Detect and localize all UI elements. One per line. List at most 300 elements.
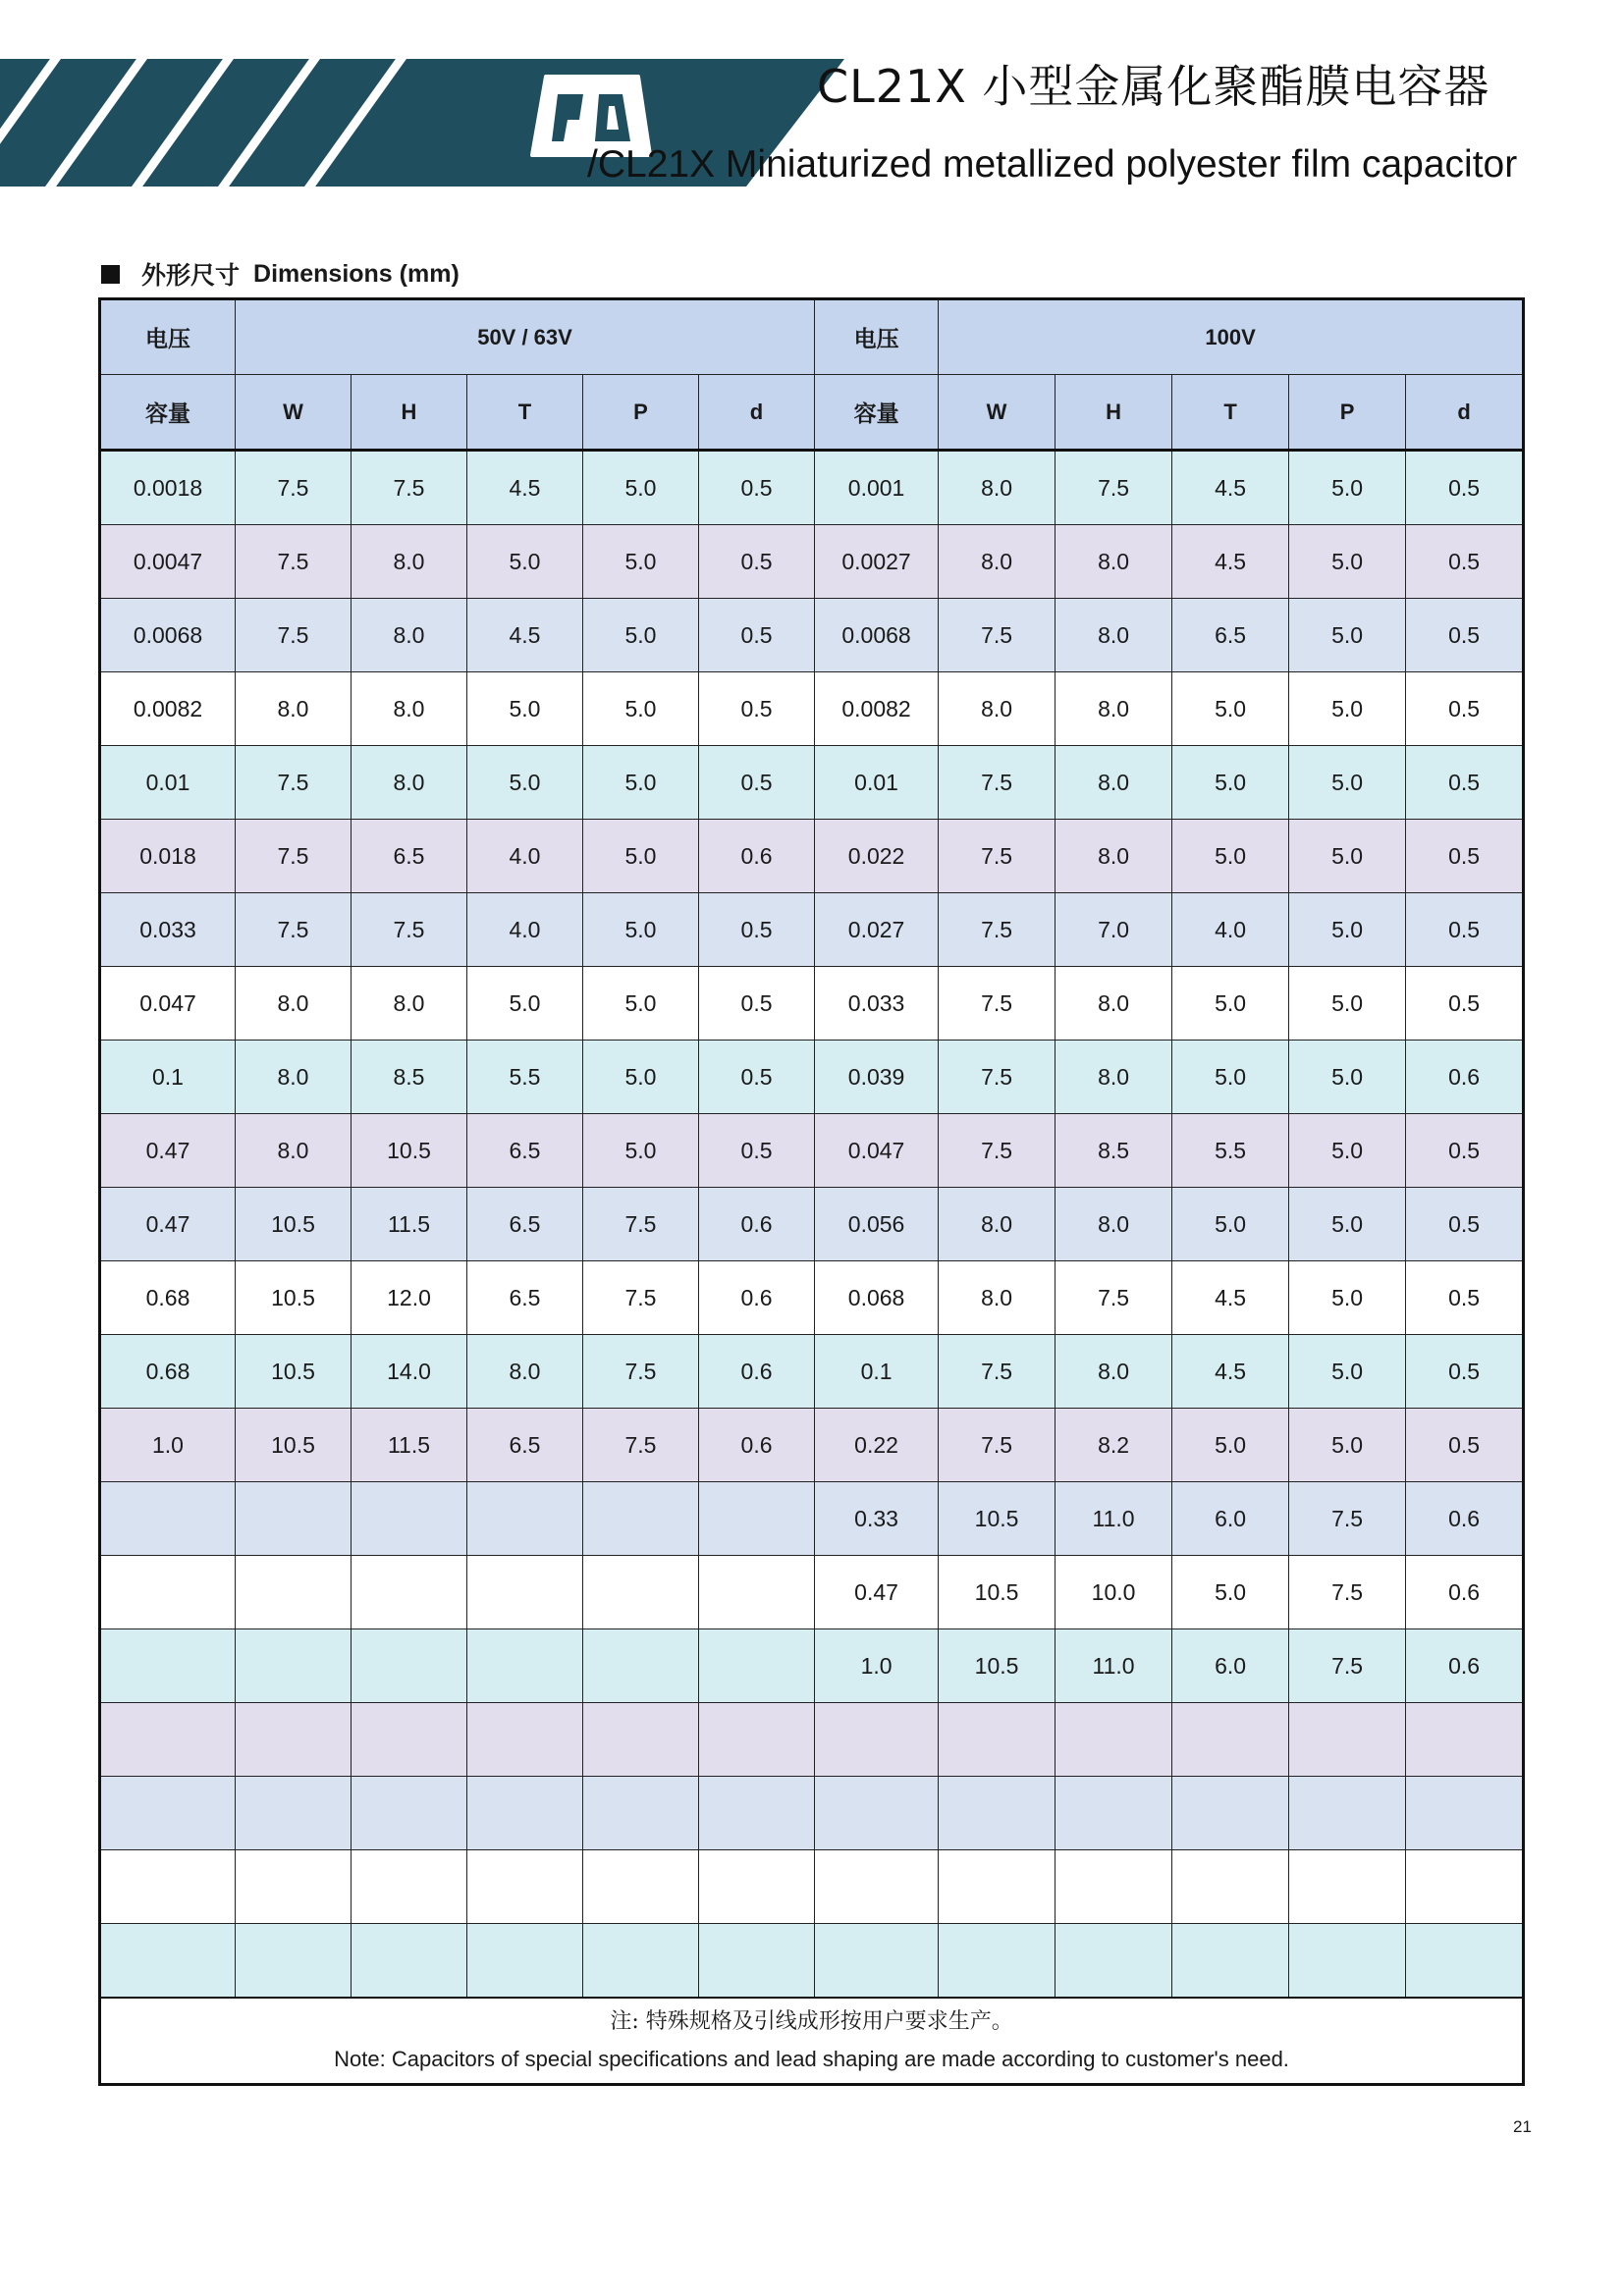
table-cell — [583, 1703, 699, 1777]
table-cell: 12.0 — [352, 1261, 467, 1335]
table-cell: 4.5 — [1172, 1261, 1289, 1335]
table-cell: 0.01 — [815, 746, 939, 820]
table-cell: 0.5 — [699, 599, 815, 672]
table-row — [100, 1482, 1524, 1556]
table-cell: 5.0 — [1289, 1188, 1406, 1261]
table-row — [100, 1703, 1524, 1777]
table-cell: 8.0 — [1056, 820, 1172, 893]
table-cell — [467, 1629, 583, 1703]
table-row — [100, 451, 1524, 525]
table-cell: 8.0 — [236, 672, 352, 746]
table-cell: 5.0 — [583, 746, 699, 820]
table-cell: 6.5 — [352, 820, 467, 893]
table-cell — [815, 1924, 939, 1999]
table-cell: 8.0 — [352, 525, 467, 599]
table-cell — [467, 1703, 583, 1777]
table-cell — [236, 1703, 352, 1777]
table-cell — [467, 1482, 583, 1556]
table-cell: 7.5 — [939, 1114, 1056, 1188]
table-cell — [699, 1629, 815, 1703]
table-cell: 0.6 — [699, 1261, 815, 1335]
table-cell: 5.0 — [1289, 820, 1406, 893]
table-cell — [815, 1703, 939, 1777]
table-cell: 11.5 — [352, 1188, 467, 1261]
table-cell — [100, 1482, 236, 1556]
table-cell — [352, 1482, 467, 1556]
column-header: H — [1056, 375, 1172, 451]
table-cell: 5.0 — [583, 672, 699, 746]
table-cell — [939, 1703, 1056, 1777]
note-en: Note: Capacitors of special specifications and lead shaping are made according to customer's need. — [334, 2047, 1289, 2071]
table-cell: 5.5 — [467, 1041, 583, 1114]
table-cell: 7.5 — [1056, 1261, 1172, 1335]
table-cell — [352, 1556, 467, 1629]
table-cell — [1172, 1777, 1289, 1850]
table-row — [100, 599, 1524, 672]
table-cell: 0.056 — [815, 1188, 939, 1261]
table-cell: 5.0 — [1289, 1409, 1406, 1482]
table-cell: 8.0 — [1056, 746, 1172, 820]
table-cell: 0.0027 — [815, 525, 939, 599]
table-cell: 10.5 — [236, 1335, 352, 1409]
table-cell — [815, 1777, 939, 1850]
table-cell: 10.5 — [939, 1482, 1056, 1556]
table-cell: 5.0 — [1172, 672, 1289, 746]
table-row — [100, 1409, 1524, 1482]
table-cell: 0.033 — [815, 967, 939, 1041]
table-cell: 8.0 — [1056, 1335, 1172, 1409]
table-cell: 5.0 — [1289, 1114, 1406, 1188]
table-cell: 1.0 — [100, 1409, 236, 1482]
table-cell: 0.5 — [699, 967, 815, 1041]
table-cell: 0.47 — [100, 1114, 236, 1188]
table-cell: 0.047 — [815, 1114, 939, 1188]
table-cell: 0.01 — [100, 746, 236, 820]
table-cell: 4.0 — [467, 820, 583, 893]
table-cell — [236, 1777, 352, 1850]
table-cell: 0.5 — [699, 746, 815, 820]
table-cell: 7.5 — [939, 967, 1056, 1041]
table-cell — [1172, 1703, 1289, 1777]
table-cell: 10.5 — [236, 1188, 352, 1261]
table-cell: 8.0 — [236, 1041, 352, 1114]
table-cell: 8.0 — [236, 1114, 352, 1188]
table-cell — [583, 1850, 699, 1924]
table-row — [100, 820, 1524, 893]
table-row — [100, 1335, 1524, 1409]
table-cell: 4.0 — [1172, 893, 1289, 967]
table-cell: 5.0 — [583, 1114, 699, 1188]
table-cell: 0.047 — [100, 967, 236, 1041]
voltage-label-left: 电压 — [100, 299, 236, 375]
table-cell: 10.5 — [236, 1409, 352, 1482]
table-cell: 6.5 — [1172, 599, 1289, 672]
table-cell: 5.0 — [1172, 967, 1289, 1041]
table-cell: 7.5 — [1056, 451, 1172, 525]
table-cell: 5.0 — [583, 893, 699, 967]
table-cell: 5.5 — [1172, 1114, 1289, 1188]
table-cell — [583, 1629, 699, 1703]
table-cell: 5.0 — [467, 672, 583, 746]
table-cell: 0.5 — [1406, 1409, 1524, 1482]
table-cell: 8.5 — [1056, 1114, 1172, 1188]
table-cell: 5.0 — [583, 1041, 699, 1114]
table-cell: 0.22 — [815, 1409, 939, 1482]
column-header: T — [467, 375, 583, 451]
table-cell: 7.5 — [583, 1188, 699, 1261]
section-title-en: Dimensions (mm) — [253, 259, 460, 288]
table-cell: 8.0 — [352, 672, 467, 746]
column-header: H — [352, 375, 467, 451]
table-cell: 0.6 — [699, 820, 815, 893]
square-bullet-icon — [101, 265, 120, 284]
table-row — [100, 893, 1524, 967]
section-title-cn: 外形尺寸 — [141, 261, 241, 290]
table-cell — [583, 1556, 699, 1629]
note-row — [100, 1998, 1524, 2085]
table-cell — [352, 1850, 467, 1924]
column-header: d — [1406, 375, 1524, 451]
table-cell: 5.0 — [1289, 672, 1406, 746]
table-cell: 0.5 — [1406, 451, 1524, 525]
table-cell: 7.5 — [236, 746, 352, 820]
table-cell: 8.0 — [1056, 599, 1172, 672]
table-cell: 0.5 — [1406, 893, 1524, 967]
table-cell: 0.5 — [1406, 1261, 1524, 1335]
table-row — [100, 672, 1524, 746]
table-cell: 7.5 — [236, 599, 352, 672]
table-cell — [236, 1556, 352, 1629]
table-cell: 0.6 — [699, 1409, 815, 1482]
note-cell — [100, 1998, 1524, 2085]
table-cell: 0.5 — [1406, 672, 1524, 746]
table-cell — [1289, 1777, 1406, 1850]
table-cell: 0.5 — [699, 525, 815, 599]
table-cell: 8.0 — [467, 1335, 583, 1409]
table-cell: 6.5 — [467, 1409, 583, 1482]
table-cell: 0.33 — [815, 1482, 939, 1556]
table-cell — [939, 1777, 1056, 1850]
table-cell: 0.022 — [815, 820, 939, 893]
table-cell: 8.0 — [939, 1188, 1056, 1261]
table-cell: 0.5 — [699, 451, 815, 525]
table-cell: 7.5 — [236, 893, 352, 967]
table-cell: 0.5 — [1406, 1335, 1524, 1409]
table-cell — [100, 1850, 236, 1924]
table-cell: 5.0 — [1289, 746, 1406, 820]
table-cell — [467, 1850, 583, 1924]
table-cell: 0.5 — [699, 1041, 815, 1114]
table-cell: 0.1 — [815, 1335, 939, 1409]
table-cell: 6.5 — [467, 1261, 583, 1335]
table-cell: 8.0 — [1056, 1188, 1172, 1261]
table-cell: 8.5 — [352, 1041, 467, 1114]
table-cell — [236, 1482, 352, 1556]
table-cell: 0.47 — [100, 1188, 236, 1261]
table-cell — [583, 1924, 699, 1999]
page-title-cn: CL21X 小型金属化聚酯膜电容器 — [817, 60, 1490, 113]
table-cell: 5.0 — [583, 451, 699, 525]
table-cell — [1056, 1850, 1172, 1924]
table-cell — [1406, 1850, 1524, 1924]
table-cell — [1172, 1850, 1289, 1924]
table-cell — [352, 1924, 467, 1999]
table-cell: 7.5 — [939, 820, 1056, 893]
table-cell: 5.0 — [583, 525, 699, 599]
table-cell: 8.0 — [1056, 1041, 1172, 1114]
table-cell: 5.0 — [467, 967, 583, 1041]
table-row — [100, 1041, 1524, 1114]
table-cell: 7.5 — [939, 599, 1056, 672]
column-header: W — [236, 375, 352, 451]
table-cell: 7.5 — [1289, 1629, 1406, 1703]
table-cell: 7.5 — [939, 1409, 1056, 1482]
table-cell: 0.039 — [815, 1041, 939, 1114]
table-cell: 0.0068 — [100, 599, 236, 672]
table-cell — [467, 1777, 583, 1850]
table-cell: 8.0 — [352, 599, 467, 672]
table-cell: 5.0 — [583, 967, 699, 1041]
table-cell: 0.1 — [100, 1041, 236, 1114]
table-cell: 6.0 — [1172, 1482, 1289, 1556]
table-cell: 7.5 — [939, 746, 1056, 820]
table-cell: 10.5 — [939, 1629, 1056, 1703]
table-cell: 0.068 — [815, 1261, 939, 1335]
table-cell — [699, 1482, 815, 1556]
table-cell — [1289, 1924, 1406, 1999]
header-row-voltage — [100, 299, 1524, 375]
table-cell — [1172, 1924, 1289, 1999]
table-cell: 8.0 — [352, 967, 467, 1041]
table-cell: 7.5 — [583, 1261, 699, 1335]
voltage-right: 100V — [939, 299, 1524, 375]
table-cell: 0.5 — [1406, 525, 1524, 599]
table-cell: 8.0 — [939, 451, 1056, 525]
table-cell: 7.5 — [352, 451, 467, 525]
table-cell: 7.5 — [583, 1409, 699, 1482]
table-row — [100, 1261, 1524, 1335]
table-cell — [1406, 1777, 1524, 1850]
table-cell: 0.6 — [1406, 1041, 1524, 1114]
table-cell — [467, 1556, 583, 1629]
table-row — [100, 1629, 1524, 1703]
table-cell: 0.5 — [1406, 820, 1524, 893]
table-cell: 7.5 — [939, 893, 1056, 967]
table-cell: 7.5 — [352, 893, 467, 967]
table-cell — [100, 1924, 236, 1999]
table-row — [100, 525, 1524, 599]
table-cell: 0.0018 — [100, 451, 236, 525]
table-cell: 7.0 — [1056, 893, 1172, 967]
table-cell: 8.0 — [1056, 672, 1172, 746]
table-cell: 0.0082 — [100, 672, 236, 746]
table-cell — [583, 1777, 699, 1850]
table-cell: 5.0 — [1172, 746, 1289, 820]
table-row — [100, 1114, 1524, 1188]
table-cell: 0.5 — [1406, 967, 1524, 1041]
page-number: 21 — [1513, 2117, 1532, 2136]
section-heading — [101, 256, 460, 292]
table-cell: 0.5 — [699, 672, 815, 746]
table-cell — [699, 1924, 815, 1999]
table-cell: 6.5 — [467, 1188, 583, 1261]
table-cell — [1289, 1850, 1406, 1924]
table-cell: 7.5 — [1289, 1556, 1406, 1629]
table-cell: 8.0 — [1056, 967, 1172, 1041]
table-row — [100, 1924, 1524, 1999]
table-cell: 0.6 — [1406, 1556, 1524, 1629]
table-cell: 5.0 — [1172, 1188, 1289, 1261]
table-cell: 0.68 — [100, 1261, 236, 1335]
table-cell: 11.5 — [352, 1409, 467, 1482]
table-cell: 10.5 — [236, 1261, 352, 1335]
table-cell — [100, 1703, 236, 1777]
table-cell: 0.018 — [100, 820, 236, 893]
table-cell — [1289, 1703, 1406, 1777]
table-cell: 0.6 — [699, 1335, 815, 1409]
table-cell: 7.5 — [236, 525, 352, 599]
table-cell: 0.5 — [1406, 1188, 1524, 1261]
table-cell — [236, 1924, 352, 1999]
table-row — [100, 967, 1524, 1041]
table-cell: 5.0 — [467, 525, 583, 599]
table-cell — [815, 1850, 939, 1924]
table-cell: 7.5 — [1289, 1482, 1406, 1556]
table-cell: 7.5 — [939, 1041, 1056, 1114]
table-cell: 14.0 — [352, 1335, 467, 1409]
table-cell: 6.0 — [1172, 1629, 1289, 1703]
table-cell: 0.5 — [1406, 746, 1524, 820]
table-cell: 8.0 — [939, 525, 1056, 599]
table-cell: 5.0 — [1289, 451, 1406, 525]
table-cell: 0.0047 — [100, 525, 236, 599]
table-cell — [467, 1924, 583, 1999]
table-cell: 0.001 — [815, 451, 939, 525]
table-cell — [236, 1850, 352, 1924]
table-cell: 5.0 — [1289, 1041, 1406, 1114]
table-cell: 5.0 — [583, 599, 699, 672]
table-cell: 1.0 — [815, 1629, 939, 1703]
table-cell: 10.0 — [1056, 1556, 1172, 1629]
voltage-label-right: 电压 — [815, 299, 939, 375]
table-cell — [1406, 1924, 1524, 1999]
table-cell: 0.0068 — [815, 599, 939, 672]
column-header: d — [699, 375, 815, 451]
table-cell — [1406, 1703, 1524, 1777]
table-cell: 0.68 — [100, 1335, 236, 1409]
table-cell: 5.0 — [1289, 525, 1406, 599]
table-cell: 8.0 — [352, 746, 467, 820]
table-cell — [100, 1777, 236, 1850]
table-cell: 5.0 — [1172, 1041, 1289, 1114]
table-cell: 0.5 — [1406, 1114, 1524, 1188]
table-cell: 5.0 — [1172, 1556, 1289, 1629]
table-cell: 4.0 — [467, 893, 583, 967]
table-cell — [100, 1629, 236, 1703]
table-cell — [699, 1556, 815, 1629]
column-header: W — [939, 375, 1056, 451]
table-row — [100, 1556, 1524, 1629]
table-cell — [352, 1629, 467, 1703]
table-cell — [699, 1850, 815, 1924]
page-title-en: /CL21X Miniaturized metallized polyester film capacitor — [587, 143, 1518, 186]
table-cell — [352, 1777, 467, 1850]
table-cell: 11.0 — [1056, 1482, 1172, 1556]
table-cell: 0.5 — [1406, 599, 1524, 672]
column-header: 容量 — [815, 375, 939, 451]
table-cell — [699, 1703, 815, 1777]
table-cell: 5.0 — [467, 746, 583, 820]
table-cell: 5.0 — [1172, 1409, 1289, 1482]
table-cell — [236, 1629, 352, 1703]
table-cell: 0.47 — [815, 1556, 939, 1629]
header-row-columns — [100, 375, 1524, 451]
table-cell: 5.0 — [1289, 1335, 1406, 1409]
table-cell — [352, 1703, 467, 1777]
table-cell — [100, 1556, 236, 1629]
table-cell: 5.0 — [583, 820, 699, 893]
table-cell: 0.6 — [1406, 1629, 1524, 1703]
table-cell: 7.5 — [236, 820, 352, 893]
column-header: 容量 — [100, 375, 236, 451]
table-cell: 6.5 — [467, 1114, 583, 1188]
table-cell — [583, 1482, 699, 1556]
table-cell: 8.0 — [939, 672, 1056, 746]
table-cell: 0.5 — [699, 1114, 815, 1188]
table-cell: 5.0 — [1172, 820, 1289, 893]
table-cell — [1056, 1924, 1172, 1999]
voltage-left: 50V / 63V — [236, 299, 815, 375]
table-cell: 8.2 — [1056, 1409, 1172, 1482]
table-cell: 7.5 — [939, 1335, 1056, 1409]
table-cell: 5.0 — [1289, 599, 1406, 672]
table-cell: 5.0 — [1289, 1261, 1406, 1335]
table-cell: 7.5 — [236, 451, 352, 525]
table-cell: 10.5 — [939, 1556, 1056, 1629]
table-cell — [939, 1850, 1056, 1924]
table-cell: 4.5 — [1172, 1335, 1289, 1409]
table-cell: 0.027 — [815, 893, 939, 967]
table-cell: 0.6 — [1406, 1482, 1524, 1556]
table-cell: 7.5 — [583, 1335, 699, 1409]
dimensions-table — [98, 297, 1525, 2086]
table-cell: 8.0 — [1056, 525, 1172, 599]
table-cell: 4.5 — [1172, 525, 1289, 599]
table-cell: 8.0 — [236, 967, 352, 1041]
table-cell: 4.5 — [467, 599, 583, 672]
table-cell: 0.0082 — [815, 672, 939, 746]
table-cell: 0.6 — [699, 1188, 815, 1261]
table-row — [100, 746, 1524, 820]
table-cell — [1056, 1777, 1172, 1850]
table-row — [100, 1850, 1524, 1924]
table-cell: 8.0 — [939, 1261, 1056, 1335]
table-cell: 4.5 — [467, 451, 583, 525]
column-header: T — [1172, 375, 1289, 451]
table-cell: 10.5 — [352, 1114, 467, 1188]
table-cell: 0.5 — [699, 893, 815, 967]
table-cell — [939, 1924, 1056, 1999]
table-cell: 0.033 — [100, 893, 236, 967]
table-cell: 4.5 — [1172, 451, 1289, 525]
table-cell: 5.0 — [1289, 967, 1406, 1041]
table-cell — [699, 1777, 815, 1850]
note-cn: 注: 特殊规格及引线成形按用户要求生产。 — [610, 2009, 1013, 2034]
table-row — [100, 1777, 1524, 1850]
column-header: P — [1289, 375, 1406, 451]
column-header: P — [583, 375, 699, 451]
table-cell: 5.0 — [1289, 893, 1406, 967]
